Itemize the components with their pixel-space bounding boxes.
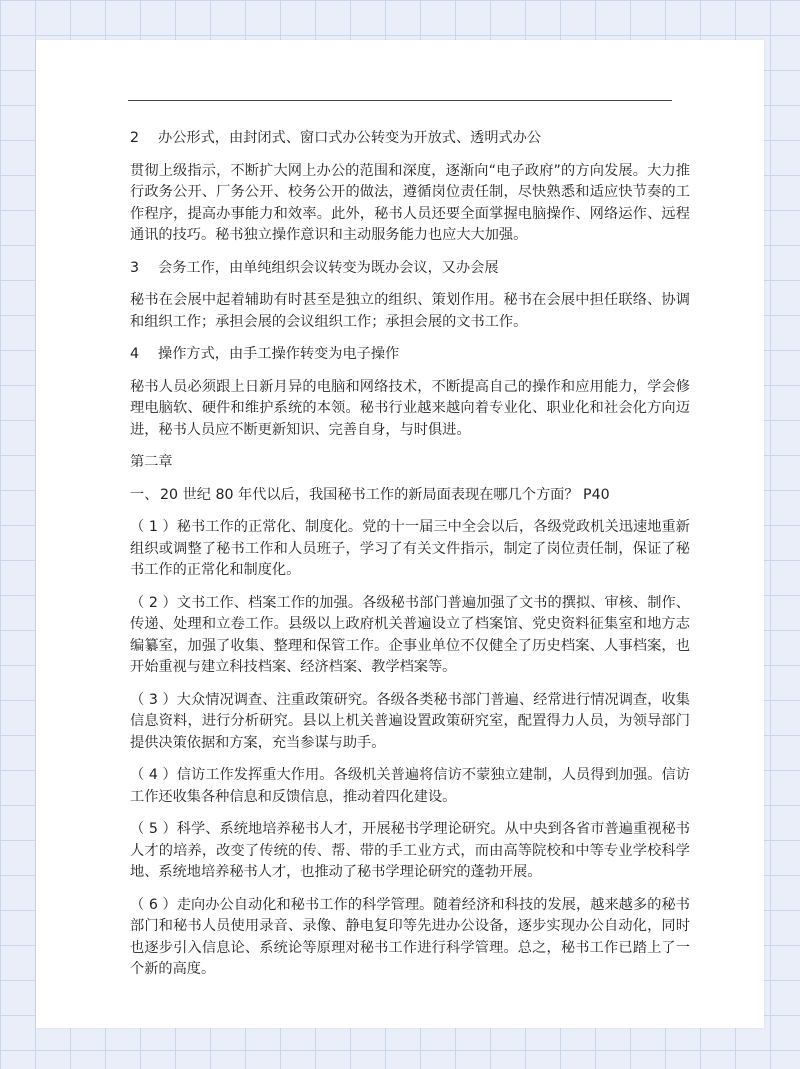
list-item: （ 3 ）大众情况调查、注重政策研究。各级各类秘书部门普遍、经常进行情况调查，收集信息资料，进行分析研究。县以上机关普遍设置政策研究室，配置得力人员，为领导部门提供决策依据和方案，充当参谋与助手。	[130, 691, 690, 751]
section-body: 贯彻上级指示，不断扩大网上办公的范围和深度，逐渐向“电子政府”的方向发展。大力推行政务公开、厂务公开、校务公开的做法，遵循岗位责任制，尽快熟悉和适应快节奏的工作程序，提高办事能力和效率。此外，秘书人员还要全面掌握电脑操作、网络运作、远程通讯的技巧。秘书独立操作意识和主动服务能力也应大大加强。	[130, 162, 690, 243]
document-content	[130, 128, 690, 992]
list-item: （ 6 ）走向办公自动化和秘书工作的科学管理。随着经济和科技的发展，越来越多的秘书部门和秘书人员使用录音、录像、静电复印等先进办公设备，逐步实现办公自动化，同时也逐步引入信息论、系统论等原理对秘书工作进行科学管理。总之，秘书工作已踏上了一个新的高度。	[130, 896, 690, 977]
list-item: （ 5 ）科学、系统地培养秘书人才，开展秘书学理论研究。从中央到各省市普遍重视秘书人才的培养，改变了传统的传、帮、带的手工业方式，而由高等院校和中等专业学校科学地、系统地培养秘书人才，也推动了秘书学理论研究的蓬勃开展。	[130, 821, 690, 880]
section-heading: 3 会务工作，由单纯组织会议转变为既办会议，又办会展	[130, 259, 499, 276]
list-item: （ 2 ）文书工作、档案工作的加强。各级秘书部门普遍加强了文书的撰拟、审核、制作、传递、处理和立卷工作。县级以上政府机关普遍设立了档案馆、党史资料征集室和地方志编纂室，加强了收集、整理和保管工作。企事业单位不仅健全了历史档案、人事档案，也开始重视与建立科技档案、经济档案、教学档案等。	[130, 594, 690, 675]
list-item: （ 1 ）秘书工作的正常化、制度化。党的十一届三中全会以后，各级党政机关迅速地重新组织或调整了秘书工作和人员班子，学习了有关文件指示，制定了岗位责任制，保证了秘书工作的正常化和制度化。	[130, 519, 690, 578]
section-heading: 2 办公形式，由封闭式、窗口式办公转变为开放式、透明式办公	[130, 130, 542, 146]
list-item: （ 4 ）信访工作发挥重大作用。各级机关普遍将信访不蒙独立建制，人员得到加强。信访工作还收集各种信息和反馈信息，推动着四化建设。	[130, 767, 690, 805]
section-body: 秘书人员必须跟上日新月异的电脑和网络技术，不断提高自己的操作和应用能力，学会修理电脑软、硬件和维护系统的本领。秘书行业越来越向着专业化、职业化和社会化方向迈进，秘书人员应不断更新知识、完善自身，与时俱进。	[130, 378, 690, 438]
question: 一、 20 世纪 80 年代以后，我国秘书工作的新局面表现在哪几个方面？ P40	[130, 486, 610, 503]
chapter-heading: 第二章	[130, 454, 173, 470]
section-heading: 4 操作方式，由手工操作转变为电子操作	[130, 346, 400, 362]
section-body: 秘书在会展中起着辅助有时甚至是独立的组织、策划作用。秘书在会展中担任联络、协调和组织工作；承担会展的会议组织工作；承担会展的文书工作。	[130, 292, 690, 330]
document-page	[36, 40, 764, 1028]
top-rule	[128, 100, 672, 101]
